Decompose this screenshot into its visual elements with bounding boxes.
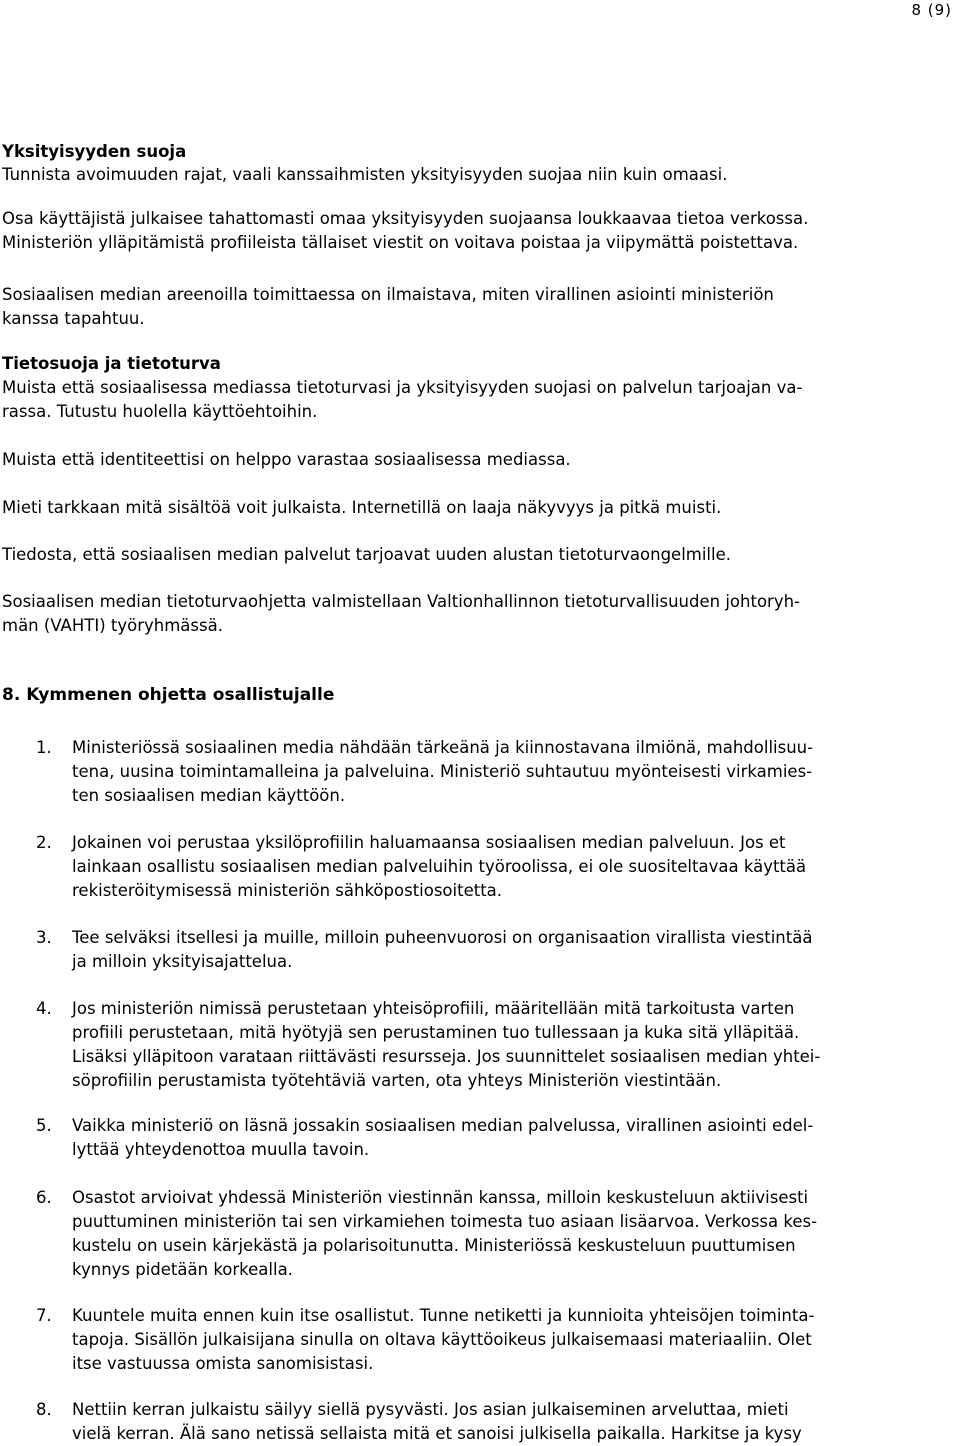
list-item-line: puuttuminen ministeriön tai sen virkamiehen toimesta tuo asiaan lisäarvoa. Verkossa kes- xyxy=(72,1212,818,1231)
list-item-line: rekisteröitymisessä ministeriön sähköpostiosoitetta. xyxy=(72,881,503,900)
list-item-text xyxy=(72,736,813,808)
page-number: 8 (9) xyxy=(911,1,952,19)
list-item-line: kustelu on usein kärjekästä ja polarisoitunutta. Ministeriössä keskusteluun puuttumisen xyxy=(72,1236,796,1255)
list-item-line: Ministeriössä sosiaalinen media nähdään tärkeänä ja kiinnostavana ilmiönä, mahdollisuu- xyxy=(72,738,814,757)
paragraph-line: kanssa tapahtuu. xyxy=(2,309,145,328)
list-item-number: 6. xyxy=(36,1188,52,1207)
list-item-number: 1. xyxy=(36,738,52,757)
list-item-text xyxy=(72,997,820,1093)
list-item-text xyxy=(72,1186,817,1282)
privacy-intro: Tunnista avoimuuden rajat, vaali kanssaihmisten yksityisyyden suojaa niin kuin omaasi. xyxy=(2,165,728,184)
security-paragraph-5 xyxy=(2,590,952,638)
list-item-number: 8. xyxy=(36,1400,52,1419)
list-item-line: lyttää yhteydenottoa muulla tavoin. xyxy=(72,1140,370,1159)
paragraph-line: Osa käyttäjistä julkaisee tahattomasti omaa yksityisyyden suojaansa loukkaavaa tietoa verkossa. xyxy=(2,209,809,228)
list-item-line: Kuuntele muita ennen kuin itse osallistut. Tunne netiketti ja kunnioita yhteisöjen toiminta- xyxy=(72,1306,815,1325)
security-paragraph-3: Mieti tarkkaan mitä sisältöä voit julkaista. Internetillä on laaja näkyvyys ja pitkä muisti. xyxy=(2,498,722,517)
list-item-line: ja milloin yksityisajattelua. xyxy=(72,952,293,971)
list-item-line: Osastot arvioivat yhdessä Ministeriön viestinnän kanssa, milloin keskusteluun aktiivisesti xyxy=(72,1188,809,1207)
list-item-line: Vaikka ministeriö on läsnä jossakin sosiaalisen median palvelussa, virallinen asiointi edel- xyxy=(72,1116,814,1135)
list-item-line: tena, uusina toimintamalleina ja palveluina. Ministeriö suhtautuu myönteisesti virkamies- xyxy=(72,762,813,781)
section-heading: 8. Kymmenen ohjetta osallistujalle xyxy=(2,685,335,705)
privacy-heading: Yksityisyyden suoja xyxy=(2,142,187,161)
list-item-line: Nettiin kerran julkaistu säilyy siellä pysyvästi. Jos asian julkaiseminen arveluttaa, mieti xyxy=(72,1400,789,1419)
list-item-line: Jokainen voi perustaa yksilöprofiilin haluamaansa sosiaalisen median palveluun. Jos et xyxy=(72,833,786,852)
paragraph-line: Muista että sosiaalisessa mediassa tietoturvasi ja yksityisyyden suojasi on palvelun tarjoajan va- xyxy=(2,378,803,397)
security-paragraph-4: Tiedosta, että sosiaalisen median palvelut tarjoavat uuden alustan tietoturvaongelmille. xyxy=(2,545,731,564)
list-item-line: itse vastuussa omista sanomisistasi. xyxy=(72,1354,374,1373)
list-item-text xyxy=(72,926,812,974)
list-item-line: vielä kerran. Älä sano netissä sellaista mitä et sanoisi julkisella paikalla. Harkitse ja kysy xyxy=(72,1424,802,1443)
privacy-paragraph-1 xyxy=(2,207,952,255)
paragraph-line: män (VAHTI) työryhmässä. xyxy=(2,616,223,635)
privacy-paragraph-2 xyxy=(2,283,952,331)
list-item-number: 4. xyxy=(36,999,52,1018)
security-paragraph-1 xyxy=(2,376,952,424)
list-item-line: kynnys pidetään korkealla. xyxy=(72,1260,293,1279)
list-item-number: 3. xyxy=(36,928,52,947)
list-item-line: lainkaan osallistu sosiaalisen median palveluihin työroolissa, ei ole suositeltavaa käyttää xyxy=(72,857,807,876)
list-item-number: 7. xyxy=(36,1306,52,1325)
security-heading: Tietosuoja ja tietoturva xyxy=(2,354,221,373)
list-item-text xyxy=(72,1114,813,1162)
security-paragraph-2: Muista että identiteettisi on helppo varastaa sosiaalisessa mediassa. xyxy=(2,450,571,469)
list-item-number: 2. xyxy=(36,833,52,852)
list-item-line: Tee selväksi itsellesi ja muille, milloin puheenvuorosi on organisaation virallista viestintää xyxy=(72,928,813,947)
list-item-line: Jos ministeriön nimissä perustetaan yhteisöprofiili, määritellään mitä tarkoitusta varten xyxy=(72,999,795,1018)
paragraph-line: Ministeriön ylläpitämistä profiileista tällaiset viestit on voitava poistaa ja viipymättä poistettava. xyxy=(2,233,799,252)
list-item-line: ten sosiaalisen median käyttöön. xyxy=(72,786,346,805)
list-item-text xyxy=(72,1304,814,1376)
list-item-text xyxy=(72,831,806,903)
list-item-line: söprofiilin perustamista työtehtäviä varten, ota yhteys Ministeriön viestintään. xyxy=(72,1071,722,1090)
list-item-line: Lisäksi ylläpitoon varataan riittävästi resursseja. Jos suunnittelet sosiaalisen median yhtei- xyxy=(72,1047,821,1066)
list-item-text xyxy=(72,1398,802,1446)
paragraph-line: rassa. Tutustu huolella käyttöehtoihin. xyxy=(2,402,318,421)
list-item-number: 5. xyxy=(36,1116,52,1135)
list-item-line: tapoja. Sisällön julkaisijana sinulla on oltava käyttöoikeus julkaisemaasi materiaaliin. Olet xyxy=(72,1330,812,1349)
paragraph-line: Sosiaalisen median tietoturvaohjetta valmistellaan Valtionhallinnon tietoturvallisuuden johtoryh- xyxy=(2,592,801,611)
list-item-line: profiili perustetaan, mitä hyötyjä sen perustaminen tuo tullessaan ja kuka sitä ylläpitää. xyxy=(72,1023,800,1042)
paragraph-line: Sosiaalisen median areenoilla toimittaessa on ilmaistava, miten virallinen asiointi ministeriön xyxy=(2,285,774,304)
